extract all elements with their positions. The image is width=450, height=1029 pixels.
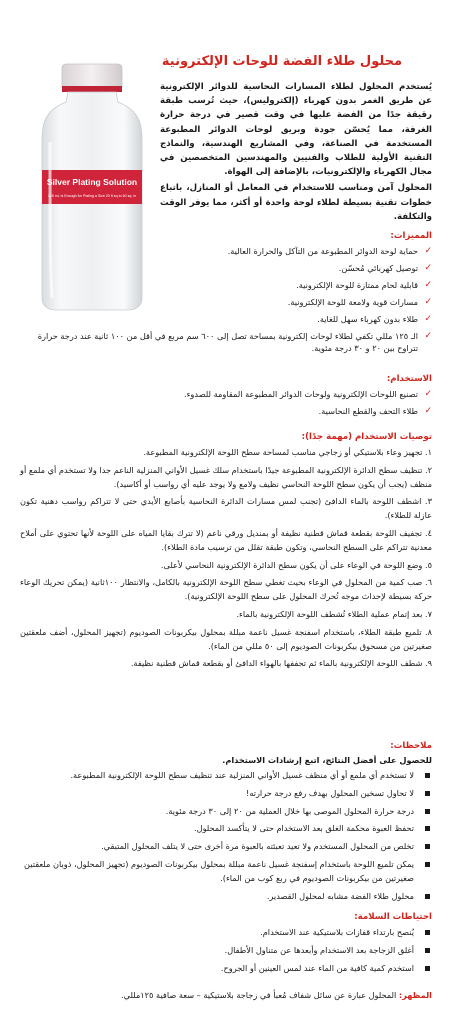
square-bullet-icon <box>425 791 430 796</box>
square-bullet-icon <box>425 773 430 778</box>
square-bullet-icon <box>425 966 430 971</box>
safety-heading: احتياطات السلامة: <box>354 912 432 922</box>
check-icon: ✓ <box>424 331 432 341</box>
list-item: ✓ طلاء التحف والقطع النحاسية. <box>318 406 432 416</box>
intro-paragraph-2: المحلول آمن ومناسب للاستخدام في المعامل أو المنازل، باتباع خطوات تقنية بسيطة لطلاء لوحة واحدة أو أكثر، مما يوفر الوقت والتكلفة. <box>160 183 432 222</box>
list-item: ٥. وضع اللوحة في الوعاء على أن يكون سطح الدائرة الإلكترونية النحاسي لأعلى. <box>160 559 432 570</box>
list-item: ✓ تصنيع اللوحات الإلكترونية ولوحات الدوائر المطبوعة المقاومة للصدوء. <box>183 389 432 399</box>
page-title: محلول طلاء الفضة للوحات الإلكترونية <box>161 54 403 69</box>
bottle-label-subtitle: 125 mL is Enough for Plating a Size 20 ft sq to 60 sq. in <box>47 194 137 198</box>
uses-list <box>20 388 432 417</box>
safety-list <box>20 926 432 975</box>
list-item: محلول طلاء الفضة مشابه لمحلول القصدير. <box>20 890 414 904</box>
square-bullet-icon <box>425 809 430 814</box>
features-section <box>20 231 432 359</box>
bottle-label-title: Silver Plating Solution <box>46 177 138 187</box>
list-item: ٩. شطف اللوحة الإلكترونية بالماء ثم تجففها بالهواء الدافئ أو بقطعة قماش قطنية نظيفة. <box>130 658 432 669</box>
recommendations-heading: توصيات الاستخدام (مهمة جدًا): <box>301 432 432 442</box>
list-item: درجة حرارة المحلول الموصى بها خلال العملية من ٢٠ إلى ٣٠ درجة مئوية. <box>20 805 414 819</box>
uses-section <box>20 374 432 422</box>
check-icon: ✓ <box>424 389 432 399</box>
list-item: أغلق الزجاجة بعد الاستخدام وأبعدها عن متناول الأطفال. <box>20 944 414 958</box>
recommendations-list <box>20 446 432 671</box>
list-item: ٦. صب كمية من المحلول في الوعاء بحيث تغطي سطح اللوحة الإلكترونية بالكامل، والانتظار ١٠٠ثانية (يمكن تحريك الوعاء حركة بسيطة لإحداث موجه تُحرك المحلول على سطح اللوحة الإلكترونية). <box>20 577 433 602</box>
list-item: ✓ الـ ١٢٥ مللي تكفي لطلاء لوحات إلكترونية بمساحة تصل إلى ٦٠٠ سم مربع في أقل من ١٠٠ ثانية عند درجة حرارة تتراوح بين ٢٠ و ٣٠ درجة مئوية. <box>37 331 432 353</box>
notes-heading: ملاحظات: <box>390 741 432 751</box>
notes-list <box>20 769 432 903</box>
square-bullet-icon <box>425 930 430 935</box>
list-item: يمكن تلميع اللوحة باستخدام إسفنجة غسيل ناعمة مبللة بمحلول بيكربونات الصوديوم (تجهيز المحلول، ذوبان ملعقتين صغيرتين من بيكربونات الصوديوم في ربع كوب من الماء). <box>20 858 414 886</box>
list-item: تحفظ العبوة محكمة الغلق بعد الاستخدام حتى لا يتأكسد المحلول. <box>20 822 414 836</box>
list-item: ٤. تجفيف اللوحة بقطعة قماش قطنية نظيفة أو بمنديل ورقي ناعم (لا تترك بقايا المياه على اللوحة لأنها تحتوي على أملاح معدنية تتراكم على السطح النحاسي، وتكون طبقة تقلل من ترسيب مادة الطلاء). <box>20 527 432 552</box>
features-list <box>18 245 432 354</box>
square-bullet-icon <box>425 894 430 899</box>
notes-section <box>20 741 432 907</box>
bottle-cap-ring <box>62 86 122 92</box>
list-item: استخدم كمية كافية من الماء عند لمس العينين أو الجروح. <box>20 962 414 976</box>
bottle-label <box>42 170 142 204</box>
recommendations-section <box>20 432 432 675</box>
square-bullet-icon <box>425 844 430 849</box>
features-heading: المميزات: <box>390 231 432 241</box>
appearance-text: المحلول عبارة عن سائل شفاف مُعبأ في زجاجة بلاستيكية – سعة صافية ١٢٥مللي. <box>121 990 397 1000</box>
list-item: ✓ توصيل كهربائي مُحسّن. <box>338 263 432 273</box>
square-bullet-icon <box>425 948 430 953</box>
list-item: ٣. اشطف اللوحة بالماء الدافئ (تجنب لمس مسارات الدائرة النحاسية بأصابع الأيدي حتى لا تتراكم رواسب دهنية تكون عازلة للطلاء). <box>20 496 432 521</box>
check-icon: ✓ <box>424 263 432 273</box>
notes-lead: للحصول على أفضل النتائج، اتبع إرشادات الاستخدام. <box>222 755 432 765</box>
check-icon: ✓ <box>424 314 432 324</box>
list-item: ✓ مسارات قوية ولامعة للوحة الإلكترونية. <box>287 297 432 307</box>
check-icon: ✓ <box>424 280 432 290</box>
square-bullet-icon <box>425 862 430 867</box>
list-item: يُنصح بارتداء قفازات بلاستيكية عند الاستخدام. <box>20 926 414 940</box>
list-item: ✓ طلاء بدون كهرباء سهل للغاية. <box>317 314 432 324</box>
list-item: تخلص من المحلول المستخدم ولا تعيد تعبئته بالعبوة مرة أخرى حتى لا يتلف المحلول المتبقي. <box>20 840 414 854</box>
list-item: ✓ قابلية لحام ممتازة للوحة الإلكترونية. <box>296 280 432 290</box>
list-item: ٢. تنظيف سطح الدائرة الإلكترونية المطبوعة جيدًا باستخدام سلك غسيل الأواني المنزلية الناعم جدا ولا تستخدم أي ملمع أو منظف (يجب أن يكون سطح اللوحة النحاسي نظيف ولامع ولا يوجد عليه أي رواسب أو أكاسيد). <box>20 464 432 489</box>
intro-text <box>160 80 432 224</box>
list-item: لا تحاول تسخين المحلول بهدف رفع درجة حرارته! <box>20 787 414 801</box>
list-item: ١. تجهيز وعاء بلاستيكي أو زجاجي مناسب لمساحة سطح اللوحة الإلكترونية المطبوعة. <box>143 447 432 457</box>
square-bullet-icon <box>425 826 430 831</box>
list-item: لا تستخدم أي ملمع أو أي منظف غسيل الأواني المنزلية عند تنظيف سطح اللوحة الإلكترونية المطبوعة. <box>20 769 414 783</box>
intro-paragraph-1: يُستخدم المحلول لطلاء المسارات النحاسية للدوائر الإلكترونية عن طريق الغمر بدون كهرباء (إلكتروليس)، حيث تُرسب طبقة رقيقة جدًا من الفضة عليها في وقت قصير في درجة حرارة الغرفة، مما يُحسّن جودة وبريق لوحات الدوائر المطبوعة المستخدمة في الصناعة، وفي المشاريع الهندسية، والنماذج التقنية الأولية للطلاب والفنيين والمهندسين المتخصصين في مجال الكهرباء والإلكترونيات، بالإضافة إلى الهواة. <box>160 82 432 178</box>
list-item: ٨. تلميع طبقة الطلاء، باستخدام اسفنجة غسيل ناعمة مبللة بمحلول بيكربونات الصوديوم (تجهيز المحلول، أضف ملعقتين صغيرتين من مسحوق بيكربونات الصوديوم إلى ٥٠ مللي من الماء). <box>20 626 432 651</box>
appearance-line <box>20 990 432 1000</box>
list-item: ٧. بعد إتمام عملية الطلاء تُشطف اللوحة الإلكترونية بالماء. <box>236 608 432 619</box>
check-icon: ✓ <box>424 246 432 256</box>
uses-heading: الاستخدام: <box>386 374 432 384</box>
list-item: ✓ حماية لوحة الدوائر المطبوعة من التآكل والحرارة العالية. <box>227 246 432 256</box>
appearance-label: المظهر: <box>398 990 432 1000</box>
safety-section <box>20 912 432 979</box>
check-icon: ✓ <box>424 406 432 416</box>
check-icon: ✓ <box>424 297 432 307</box>
